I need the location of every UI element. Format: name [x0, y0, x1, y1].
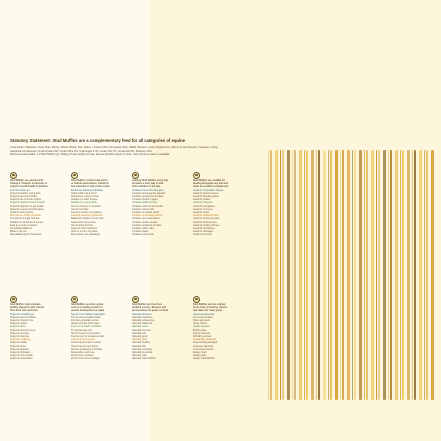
info-line: make an excellent complement.: [193, 185, 229, 189]
info-line: from the inside out.: [10, 188, 31, 192]
info-line: Supports good condition.: [10, 315, 37, 319]
horse-head-icon: [132, 296, 139, 303]
info-line: Supports strong hooves.: [10, 328, 36, 332]
info-line: Supports shine.: [10, 325, 27, 329]
pattern-stripe: [426, 150, 428, 400]
info-line: Great for youngsters.: [193, 204, 216, 208]
info-line: Supports hydration.: [10, 351, 31, 355]
info-line: Supports stamina.: [10, 335, 30, 339]
info-line: Supports healthy hooves & teeth.: [10, 201, 46, 205]
info-line: Supports recovery.: [10, 331, 30, 335]
info-block-text: [10, 179, 66, 237]
info-line: Contains quality cereals.: [132, 220, 159, 224]
info-line: Naturally safe.: [132, 354, 148, 358]
info-line: Stud Muffins contain high levels: [71, 179, 108, 182]
info-block-text: [71, 179, 127, 237]
info-line: Great for ponies.: [193, 198, 211, 202]
info-line: Quality assured.: [193, 325, 211, 329]
info-line: British made.: [193, 328, 207, 332]
info-line: Contains wheat bran.: [132, 233, 155, 237]
pattern-stripe: [330, 150, 332, 400]
info-line: Great for leisure horses.: [193, 191, 219, 195]
info-line: Protect from direct sunlight.: [71, 357, 101, 361]
info-line: Feed 2-3 per 100kg bodyweight.: [71, 312, 106, 316]
info-line: Naturally Stud Muffins.: [132, 357, 157, 361]
pattern-stripe: [275, 150, 278, 400]
info-line: Contains fenugreek for appetite.: [132, 191, 167, 195]
pattern-stripe: [304, 150, 305, 400]
info-line: Non-heating formula.: [71, 223, 94, 227]
pattern-stripe: [364, 150, 365, 400]
pattern-stripe: [371, 150, 374, 400]
info-line: and selenium to help protect cells.: [71, 185, 111, 189]
info-line: Great for travel.: [193, 211, 210, 215]
info-line: Check bag for batch number.: [71, 341, 102, 345]
info-line: healthy digestion with natural: [10, 306, 44, 310]
info-block: [193, 296, 249, 414]
pattern-stripe: [268, 150, 269, 400]
info-line: of natural antioxidants, vitamin E: [71, 182, 109, 186]
pattern-stripe: [424, 150, 425, 400]
pattern-stripe: [407, 150, 410, 400]
info-line: Loved by horses everywhere.: [71, 211, 103, 215]
info-line: Supports metabolism.: [10, 357, 34, 361]
info-line: Do not exceed stated intake.: [71, 315, 102, 319]
info-line: Great for show horses.: [193, 220, 218, 224]
pattern-stripe: [270, 150, 272, 400]
info-line: Naturally rich.: [132, 344, 147, 348]
pattern-stripe: [366, 150, 368, 400]
info-line: Contains whole oats.: [132, 227, 155, 231]
horse-head-icon: [10, 296, 17, 303]
info-line: Stud Muffins are packed with: [10, 179, 44, 182]
info-line: Feed as part of a balanced diet.: [71, 335, 105, 339]
info-line: Great for horses at grass.: [193, 217, 221, 221]
composition-line: Composition: Molasses, Oats, Bran, Barley, Whole Wheat, Flax, Maize, Linseed (3%), Fenugreek (2%), Alfalfa, Brewer's yeast, Peppermint, Vitamin E, E2 Premium, Selenium 1.6mg: [10, 146, 218, 149]
pattern-stripe: [340, 150, 341, 400]
info-line: Naturally sweet.: [132, 325, 150, 329]
pattern-stripe: [318, 150, 320, 400]
info-line: Omega 3, Vitamins & minerals to: [10, 182, 48, 186]
info-line: Carefully selected ingredients.: [71, 214, 104, 218]
info-line: Naturally wholesome.: [132, 319, 155, 323]
pattern-stripe: [354, 150, 356, 400]
info-line: Loved since launch.: [193, 347, 215, 351]
pattern-stripe: [431, 150, 434, 400]
info-line: Supports focus.: [10, 344, 27, 348]
composition-section: [10, 146, 255, 157]
info-block: [71, 296, 127, 414]
pattern-stripe: [419, 150, 422, 400]
info-line: Naturally tasty.: [132, 338, 148, 342]
pattern-stripe: [390, 150, 392, 400]
horse-head-icon: [193, 296, 200, 303]
info-line: Naturally soft.: [132, 331, 147, 335]
decorative-stripes: [268, 150, 438, 400]
info-line: Contains natural oils.: [132, 207, 155, 211]
info-block: [10, 296, 66, 414]
info-line: Contains peppermint for taste.: [132, 195, 165, 199]
info-block: [71, 172, 127, 290]
pattern-stripe: [328, 150, 329, 400]
horse-head-icon: [193, 172, 200, 179]
info-line: Rich source of fibre & protein.: [10, 214, 42, 218]
info-line: Contains linseed for Omega 3.: [132, 188, 165, 192]
info-line: Made in the UK.: [10, 230, 28, 234]
info-line: Great for dressage.: [193, 230, 214, 234]
info-line: Naturally balanced.: [132, 322, 153, 326]
pattern-stripe: [299, 150, 302, 400]
info-line: Responsibly packaged.: [193, 341, 218, 345]
info-line: Supports the immune system.: [10, 198, 42, 202]
info-line: muscle development & repair.: [71, 309, 105, 313]
info-line: Always fresh.: [193, 351, 208, 355]
pattern-stripe: [378, 150, 380, 400]
info-line: Great for recovery.: [193, 207, 213, 211]
pattern-stripe: [292, 150, 293, 400]
info-line: Sustainably produced.: [193, 338, 217, 342]
pattern-stripe: [376, 150, 377, 400]
info-line: Stud Muffins are suitable for: [193, 179, 226, 182]
horse-head-icon: [10, 172, 17, 179]
info-line: Naturally good.: [132, 335, 149, 339]
info-line: Naturally healthy.: [132, 341, 151, 345]
info-line: Great for stabled horses.: [193, 214, 220, 218]
info-line: Contains brewer's yeast.: [132, 198, 159, 202]
info-line: and riders for many years.: [193, 309, 223, 313]
info-line: Stud Muffins are free from: [132, 303, 162, 306]
info-line: Contains no preservatives.: [132, 217, 161, 221]
info-line: Stud Muffins provide a great: [71, 303, 104, 306]
info-line: For animal use only.: [71, 328, 93, 332]
info-line: Consult a vet if unsure.: [71, 338, 96, 342]
info-line: Supports topline.: [10, 322, 28, 326]
pattern-stripe: [323, 150, 326, 400]
info-line: Horse tested.: [193, 322, 208, 326]
info-line: Suitable for all horses & ponies.: [10, 220, 44, 224]
info-line: feeding alongside any diet and: [193, 182, 228, 186]
statutory-statement: Statutory Statement: Stud Muffins are a complementary feed for all categories of equine: [10, 138, 185, 143]
info-line: Resealable bag for freshness.: [10, 233, 42, 237]
info-line: Feeding Stud Muffins every day: [132, 179, 168, 182]
info-line: Great for competition horses.: [193, 188, 224, 192]
info-line: Contains no artificial colours.: [132, 214, 163, 218]
info-line: Naturally nutritious.: [132, 315, 153, 319]
info-line: Soft texture, easy to chew.: [71, 195, 100, 199]
horse-head-icon: [132, 172, 139, 179]
pattern-stripe: [395, 150, 398, 400]
info-line: Naturally beneficial.: [132, 351, 153, 355]
pattern-stripe: [282, 150, 284, 400]
info-block-text: [193, 303, 249, 361]
info-line: Rider approved.: [193, 319, 211, 323]
pattern-stripe: [311, 150, 314, 400]
info-line: Supports healthy coat & skin.: [10, 191, 41, 195]
pattern-stripe: [359, 150, 362, 400]
info-line: horse treat, trusted by owners: [193, 306, 228, 310]
info-line: Suitable for older horses.: [71, 198, 98, 202]
info-line: Supports wellbeing.: [10, 338, 31, 342]
info-grid: [10, 172, 255, 420]
info-line: Great for jumping.: [193, 233, 213, 237]
info-line: source of quality protein for: [71, 306, 103, 310]
info-line: Not for human consumption.: [71, 331, 102, 335]
info-line: Family business.: [193, 331, 211, 335]
info-line: Great for veterans.: [193, 201, 213, 205]
info-block-text: [132, 303, 188, 361]
info-line: Reseal after each use.: [71, 351, 95, 355]
info-line: Protect from moisture.: [71, 354, 95, 358]
info-line: Naturally crunchy.: [132, 328, 151, 332]
info-line: Store in a cool, dry place.: [71, 230, 98, 234]
info-line: Naturally complete.: [132, 347, 153, 351]
pattern-stripe: [347, 150, 350, 400]
info-line: Best before: see packaging.: [71, 233, 101, 237]
analytical-constituents-line: Analytical Constituents: Crude Protein 9%, Crude Fibre 6%, Total Sugar 17%, Crude Oils 7%, Crude Ash 8%, Moisture 12%: [10, 149, 152, 153]
info-line: Can be fed daily.: [71, 207, 89, 211]
info-line: Supports bone health.: [10, 354, 34, 358]
info-line: support overall health & nutrition: [10, 185, 48, 189]
info-line: Introduce gradually to diet.: [71, 319, 100, 323]
info-block: [132, 172, 188, 290]
info-line: Balanced nutrition in every bite.: [71, 217, 105, 221]
info-line: Supports muscle tone.: [10, 319, 34, 323]
info-line: Recycle packaging if possible.: [71, 347, 104, 351]
info-line: Supports appetite.: [10, 347, 30, 351]
pattern-stripe: [352, 150, 353, 400]
info-line: Great for fussy eaters.: [10, 211, 34, 215]
info-line: Contains alfalfa for fibre.: [132, 201, 158, 205]
pattern-stripe: [400, 150, 401, 400]
info-block-text: [132, 179, 188, 237]
info-line: provides a tasty way to add: [132, 182, 164, 186]
pattern-stripe: [388, 150, 389, 400]
info-block-text: [71, 303, 127, 361]
info-line: Supports digestion & gut health.: [10, 204, 44, 208]
info-line: Ideal as a treat or reward.: [10, 223, 38, 227]
info-line: Supports energy & performance.: [10, 207, 45, 211]
info-line: Suitable for young stock.: [71, 201, 98, 205]
info-line: Contains no added starch.: [132, 211, 160, 215]
info-block-text: [193, 179, 249, 237]
info-line: Naturally delicious.: [132, 312, 153, 316]
info-line: Always provide fresh water.: [71, 322, 101, 326]
info-line: Great taste horses love.: [71, 220, 97, 224]
info-line: artificial colours, flavours and: [132, 306, 167, 310]
info-line: Supports joints & mobility.: [10, 195, 38, 199]
pattern-stripe: [287, 150, 290, 400]
info-line: fibre from oats and bran.: [10, 309, 39, 313]
info-line: Great for working horses.: [193, 223, 220, 227]
pattern-stripe: [383, 150, 386, 400]
pattern-stripe: [316, 150, 317, 400]
info-line: Contains barley.: [132, 230, 150, 234]
pattern-stripe: [414, 150, 416, 400]
info-line: Contains molasses for taste.: [132, 223, 163, 227]
horse-head-icon: [71, 172, 78, 179]
info-line: Supports vitality.: [10, 341, 28, 345]
pattern-stripe: [342, 150, 344, 400]
info-line: Perfect for training & handling.: [71, 188, 104, 192]
info-line: Keep out of reach of children.: [71, 325, 103, 329]
pattern-stripe: [294, 150, 296, 400]
info-line: Low starch & sugar formula.: [10, 217, 40, 221]
horse-head-icon: [71, 296, 78, 303]
info-line: preservatives for peace of mind.: [132, 309, 169, 313]
info-line: Great for endurance.: [193, 227, 216, 231]
pattern-stripe: [402, 150, 404, 400]
pattern-stripe: [335, 150, 338, 400]
info-line: Award winning treat.: [193, 312, 215, 316]
info-line: Supports a healthy gut.: [10, 312, 35, 316]
info-block: [132, 296, 188, 414]
pattern-stripe: [306, 150, 308, 400]
info-line: Always tasty.: [193, 354, 207, 358]
info-block: [193, 172, 249, 290]
info-line: Stud Muffins are the original: [193, 303, 226, 306]
info-line: extra nutrition to the diet.: [132, 185, 161, 189]
info-block: [10, 172, 66, 290]
info-line: Stud Muffins help maintain: [10, 303, 41, 306]
pattern-stripe: [412, 150, 413, 400]
info-line: Helps build trust & bond.: [71, 191, 98, 195]
info-line: No artificial additives.: [10, 227, 33, 231]
info-line: Always Stud Muffins.: [193, 357, 216, 361]
info-line: Vet recommended.: [193, 315, 214, 319]
info-line: Contains vitamins & minerals.: [132, 204, 164, 208]
info-line: Check bag for best before.: [71, 344, 100, 348]
recommended-intake-line: Recommended intake: 2-3 Stud Muffins per 100kg of body weight per day. Ensure plentiful supply of clean, fresh drinking water is available.: [10, 153, 171, 157]
info-line: Feed by hand or in a bucket.: [71, 204, 102, 208]
info-line: Supports calm behaviour.: [71, 227, 98, 231]
pattern-stripe: [280, 150, 281, 400]
info-line: Great for breeding stock.: [193, 195, 220, 199]
info-block-text: [10, 303, 66, 361]
info-line: Customer favourite.: [193, 344, 214, 348]
info-line: Ethically sourced.: [193, 335, 212, 339]
